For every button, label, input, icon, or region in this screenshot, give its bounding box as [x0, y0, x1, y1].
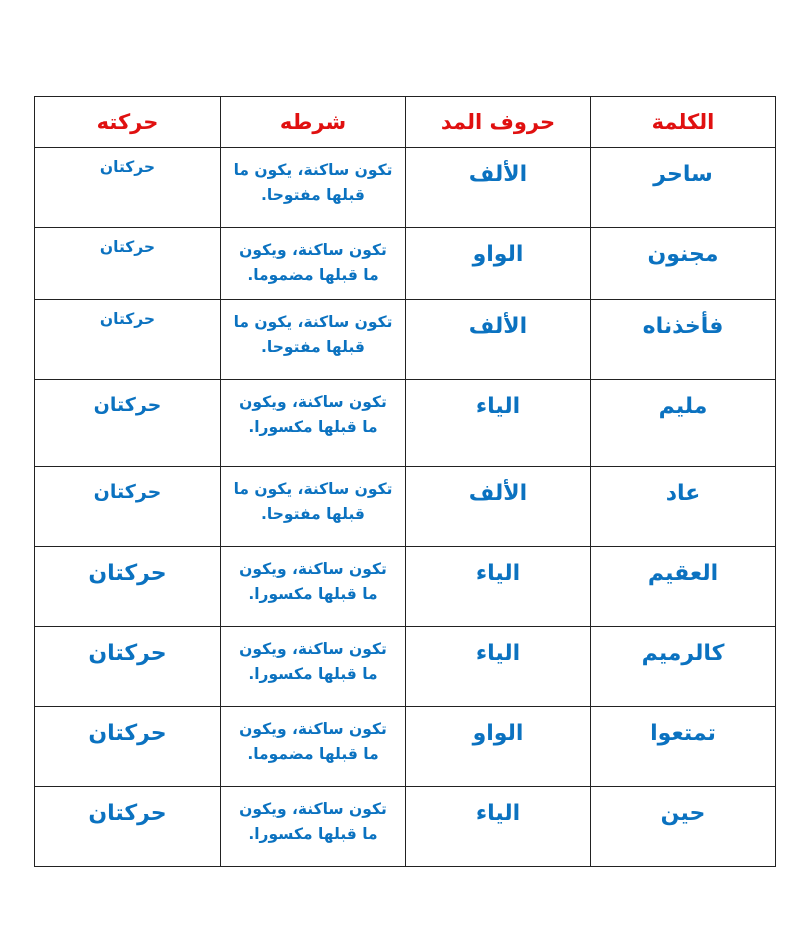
table-row [35, 467, 776, 547]
movement-cell [35, 300, 221, 380]
word-cell [591, 467, 776, 547]
movement-cell [35, 787, 221, 867]
madd-letter-cell [406, 148, 591, 228]
condition-cell [221, 148, 406, 228]
condition-cell-text: تكون ساكنة، ويكون ما قبلها مكسورا. [239, 800, 387, 843]
madd-letter-cell-text: الياء [475, 394, 521, 419]
madd-letter-cell-text: الألف [468, 481, 528, 506]
condition-cell-text: تكون ساكنة، ويكون ما قبلها مضموما. [239, 720, 387, 763]
word-cell [591, 380, 776, 467]
movement-cell [35, 707, 221, 787]
word-cell-text: العقيم [647, 561, 719, 586]
word-cell [591, 228, 776, 300]
word-cell-text: عاد [665, 481, 701, 506]
table-row [35, 380, 776, 467]
table-row [35, 228, 776, 300]
word-cell [591, 787, 776, 867]
condition-cell-text: تكون ساكنة، ويكون ما قبلها مكسورا. [239, 560, 387, 603]
condition-cell [221, 707, 406, 787]
movement-cell-text: حركتان [99, 158, 156, 176]
header-movement: حركته [35, 97, 221, 148]
word-cell-text: فأخذناه [642, 314, 724, 339]
movement-cell [35, 627, 221, 707]
madd-letters-table [34, 96, 776, 867]
condition-cell-text: تكون ساكنة، ويكون ما قبلها مكسورا. [239, 393, 387, 436]
word-cell-text: تمتعوا [650, 721, 716, 746]
word-cell-text: مليم [658, 394, 708, 419]
madd-letter-cell-text: الألف [468, 162, 528, 187]
table-row [35, 148, 776, 228]
madd-letter-cell-text: الياء [475, 801, 521, 826]
madd-letter-cell [406, 547, 591, 627]
condition-cell [221, 228, 406, 300]
condition-cell [221, 467, 406, 547]
condition-cell [221, 787, 406, 867]
madd-letter-cell [406, 300, 591, 380]
madd-letter-cell [406, 787, 591, 867]
header-row [35, 97, 776, 148]
movement-cell [35, 467, 221, 547]
word-cell-text: ساحر [653, 162, 713, 187]
header-madd-letter: حروف المد [406, 97, 591, 148]
condition-cell-text: تكون ساكنة، ويكون ما قبلها مكسورا. [239, 640, 387, 683]
madd-letter-cell-text: الألف [468, 314, 528, 339]
movement-cell-text: حركتان [88, 721, 167, 746]
movement-cell [35, 547, 221, 627]
word-cell [591, 148, 776, 228]
movement-cell-text: حركتان [99, 238, 156, 256]
madd-letter-cell-text: الياء [475, 641, 521, 666]
madd-letter-cell-text: الواو [472, 242, 524, 267]
condition-cell-text: تكون ساكنة، ويكون ما قبلها مضموما. [239, 241, 387, 284]
movement-cell-text: حركتان [88, 801, 167, 826]
condition-cell [221, 300, 406, 380]
madd-letter-cell [406, 627, 591, 707]
movement-cell-text: حركتان [88, 641, 167, 666]
madd-letter-cell [406, 467, 591, 547]
table-row [35, 627, 776, 707]
header-word: الكلمة [591, 97, 776, 148]
condition-cell [221, 380, 406, 467]
condition-cell-text: تكون ساكنة، يكون ما قبلها مفتوحا. [233, 313, 393, 356]
condition-cell [221, 627, 406, 707]
madd-letter-cell [406, 380, 591, 467]
condition-cell [221, 547, 406, 627]
movement-cell [35, 148, 221, 228]
condition-cell-text: تكون ساكنة، يكون ما قبلها مفتوحا. [233, 480, 393, 523]
table-row [35, 707, 776, 787]
madd-letter-cell [406, 228, 591, 300]
word-cell-text: مجنون [647, 242, 719, 267]
word-cell [591, 707, 776, 787]
header-condition: شرطه [221, 97, 406, 148]
word-cell-text: حين [660, 801, 706, 826]
condition-cell-text: تكون ساكنة، يكون ما قبلها مفتوحا. [233, 161, 393, 204]
table-row [35, 300, 776, 380]
table-row [35, 787, 776, 867]
word-cell-text: كالرميم [641, 641, 725, 666]
word-cell [591, 547, 776, 627]
table-row [35, 547, 776, 627]
movement-cell-text: حركتان [93, 481, 162, 503]
madd-letter-cell [406, 707, 591, 787]
madd-letter-cell-text: الياء [475, 561, 521, 586]
movement-cell [35, 380, 221, 467]
madd-letter-cell-text: الواو [472, 721, 524, 746]
movement-cell-text: حركتان [99, 310, 156, 328]
word-cell [591, 627, 776, 707]
movement-cell-text: حركتان [93, 394, 162, 416]
movement-cell [35, 228, 221, 300]
movement-cell-text: حركتان [88, 561, 167, 586]
word-cell [591, 300, 776, 380]
